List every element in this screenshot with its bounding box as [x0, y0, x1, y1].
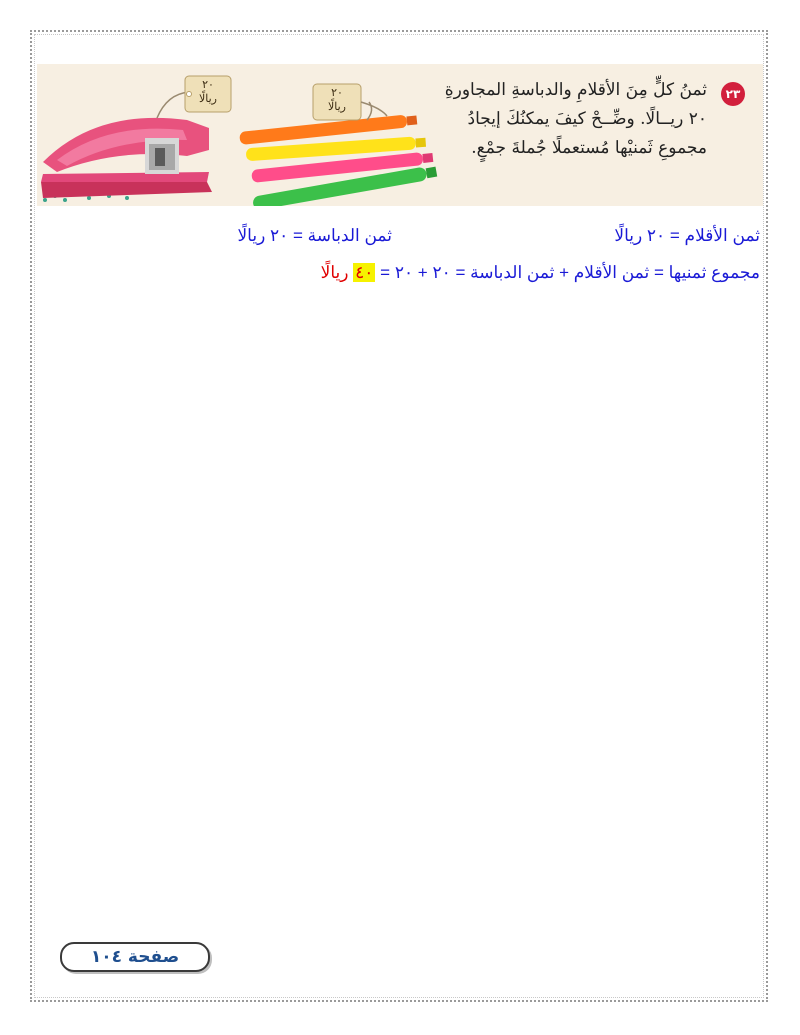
pens-tag-unit: ريالًا [328, 100, 346, 113]
page-number-label: صفحة ١٠٤ [60, 942, 210, 972]
stapler-price-text: ثمن الدباسة = ٢٠ ريالًا [237, 226, 392, 245]
pens-tag-amount: ٢٠ [331, 86, 343, 99]
stapler-tag-text [185, 78, 231, 106]
pens-tag-text [313, 86, 361, 114]
problem-statement [407, 76, 707, 163]
solution-sum-line [321, 263, 760, 283]
problem-line-2: ٢٠ ريــالًا. وضِّــحْ كيفَ يمكنُكَ إيجادُ [467, 109, 707, 129]
problem-line-3: مجموعِ ثَمنيْها مُستعملًا جُملةَ جمْعٍ. [471, 138, 707, 158]
stapler-icon [41, 118, 212, 198]
stapler-tag-amount: ٢٠ [202, 78, 214, 91]
sum-total-highlight: ٤٠ [355, 263, 374, 282]
problem-line-1: ثمنُ كلٍّ مِنَ الأقلامِ والدباسةِ المجاورةِ [444, 80, 707, 100]
sum-unit: ريالًا [320, 263, 354, 282]
pens-price-text: ثمن الأقلام = ٢٠ ريالًا [614, 226, 760, 245]
problem-panel [37, 64, 763, 206]
stapler-tag-unit: ريالًا [199, 92, 217, 105]
problem-number-badge: ٢٣ [721, 82, 745, 106]
sum-expression: مجموع ثمنيها = ثمن الأقلام + ثمن الدباسة = ٢٠ + ٢٠ = [375, 263, 760, 282]
